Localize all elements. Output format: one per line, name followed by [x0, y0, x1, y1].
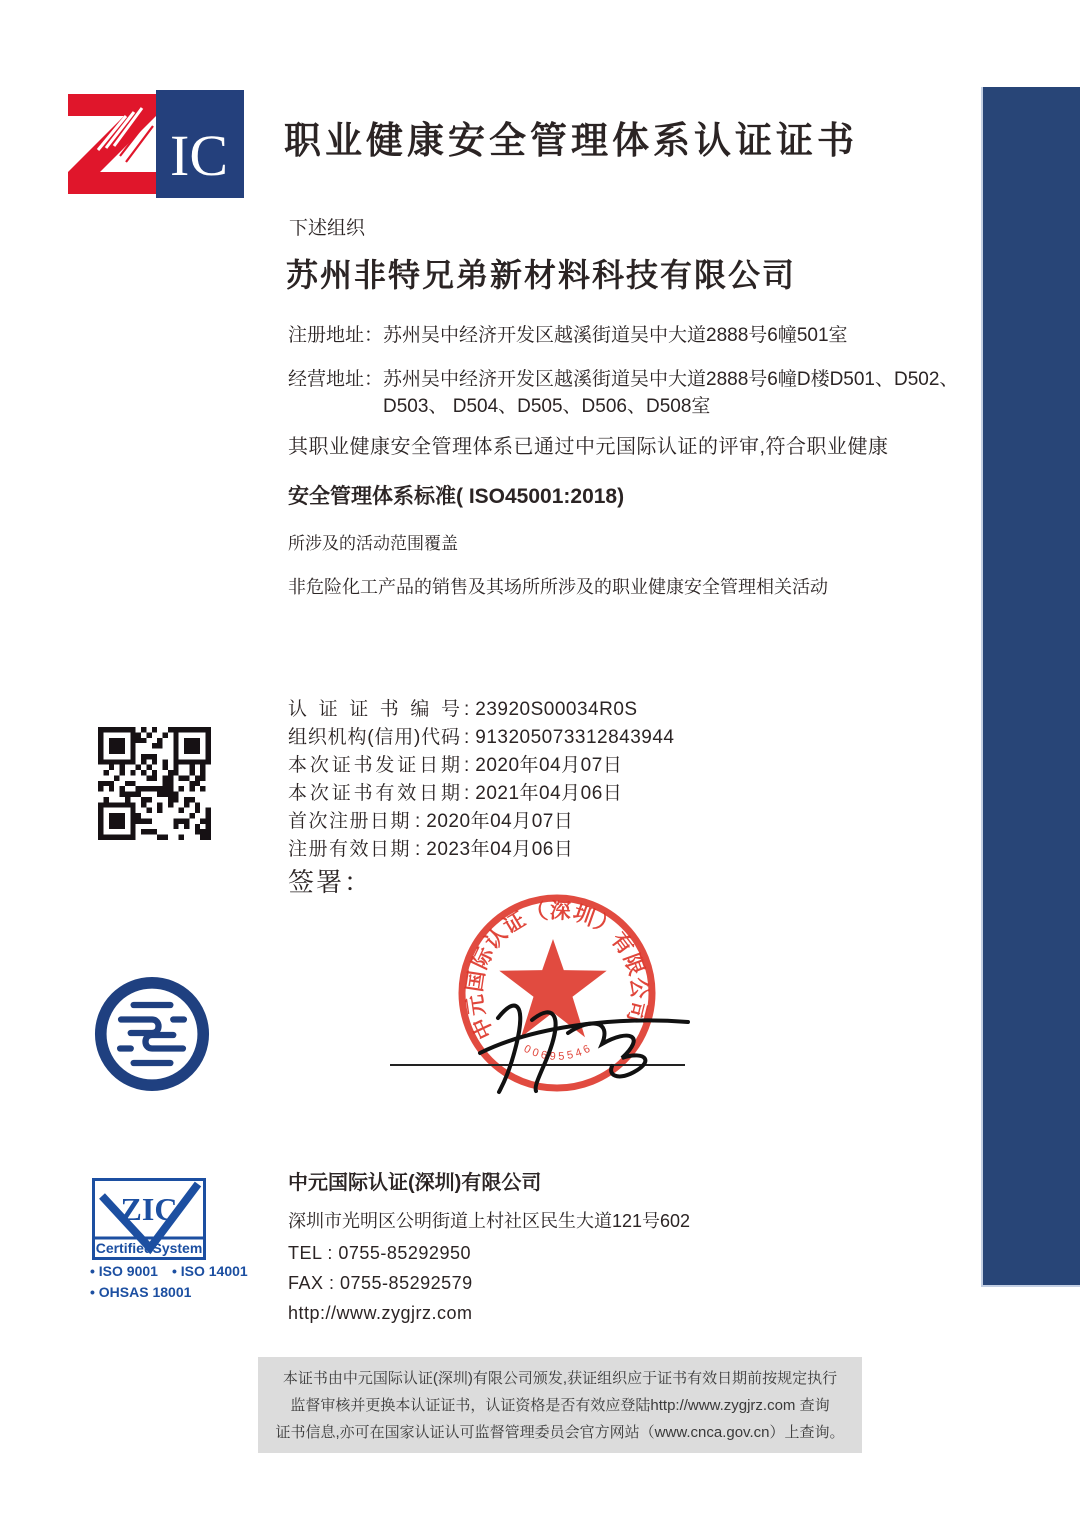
org-code-label: 组织机构(信用)代码 — [288, 727, 460, 748]
business-address-label: 经营地址： — [288, 369, 384, 390]
valid-date-value: 2021年04月06日 — [475, 783, 623, 804]
business-address-line1: 苏州吴中经济开发区越溪街道吴中大道2888号6幢D楼D501、D502、 — [383, 369, 959, 390]
issue-date-row — [288, 752, 675, 780]
business-address-value — [383, 366, 958, 420]
zic-logo-ic-text: IC — [170, 123, 228, 188]
decorative-side-bar — [981, 87, 1080, 1287]
valid-date-label: 本次证书有效日期 — [288, 783, 460, 804]
scope-value: 非危险化工产品的销售及其场所所涉及的职业健康安全管理相关活动 — [288, 577, 828, 597]
reg-valid-row — [288, 836, 675, 864]
footer-line1: 本证书由中元国际认证(深圳)有限公司颁发,获证组织应于证书有效日期前按规定执行 — [282, 1369, 838, 1387]
registered-address-label: 注册地址： — [288, 325, 384, 346]
zic-certified-badge — [92, 1178, 206, 1260]
org-code-value: 913205073312843944 — [475, 727, 675, 748]
colon: : — [464, 783, 470, 804]
cert-number-label: 认证证书编号 — [288, 699, 460, 720]
qr-code — [98, 727, 211, 840]
colon: : — [415, 839, 421, 860]
footer-note — [258, 1357, 862, 1453]
cert-number-row — [288, 696, 675, 724]
first-reg-value: 2020年04月07日 — [426, 811, 574, 832]
issuer-block — [288, 1166, 690, 1333]
badge-ohsas-18001: • OHSAS 18001 — [90, 1284, 192, 1300]
issue-date-label: 本次证书发证日期 — [288, 755, 460, 776]
scope-label: 所涉及的活动范围覆盖 — [288, 534, 458, 553]
accreditation-emblem-icon — [94, 976, 210, 1092]
certificate-fields — [288, 696, 675, 864]
first-reg-label: 首次注册日期 — [288, 811, 412, 832]
business-address — [288, 366, 958, 420]
colon: : — [464, 727, 470, 748]
registered-address — [288, 322, 848, 349]
cert-number-value: 23920S00034R0S — [475, 699, 638, 720]
zic-logo — [68, 90, 244, 198]
org-intro-label: 下述组织 — [289, 218, 366, 239]
page-title: 职业健康安全管理体系认证证书 — [284, 120, 858, 161]
reg-valid-value: 2023年04月06日 — [426, 839, 574, 860]
reg-valid-label: 注册有效日期 — [288, 839, 412, 860]
badge-iso-14001: • ISO 14001 — [171, 1263, 248, 1279]
registered-address-value: 苏州吴中经济开发区越溪街道吴中大道2888号6幢501室 — [383, 325, 848, 346]
company-name: 苏州非特兄弟新材料科技有限公司 — [286, 257, 797, 293]
badge-certified-text: CertifiedSystem — [95, 1240, 203, 1256]
issuer-name: 中元国际认证(深圳)有限公司 — [288, 1172, 542, 1194]
badge-iso-list — [90, 1261, 248, 1303]
seal-company-text: 中元国际认证（深圳）有限公司 — [463, 899, 651, 1043]
signature-label: 签署： — [288, 867, 373, 897]
colon: : — [464, 755, 470, 776]
svg-text:0 0 6 9 5 5 4 6 — [522, 1043, 592, 1063]
valid-date-row — [288, 780, 675, 808]
colon: : — [415, 811, 421, 832]
issue-date-value: 2020年04月07日 — [475, 755, 623, 776]
business-address-line2: D503、 D504、D505、D506、D508室 — [383, 396, 711, 417]
org-code-row — [288, 724, 675, 752]
seal-number-text: 0 0 6 9 5 5 4 6 — [521, 1042, 593, 1063]
issuer-tel: TEL : 0755-85292950 — [288, 1243, 471, 1263]
colon: : — [464, 699, 470, 720]
issuer-website: http://www.zygjrz.com — [288, 1303, 473, 1323]
footer-line2: 监督审核并更换本认证证书，认证资格是否有效应登陆http://www.zygjrz.com 查询 — [290, 1396, 830, 1414]
footer-line3: 证书信息,亦可在国家认证认可监督管理委员会官方网站（www.cnca.gov.cn）上查询。 — [275, 1423, 845, 1441]
badge-zic-text: ZIC — [120, 1191, 178, 1227]
company-seal — [380, 878, 700, 1103]
badge-iso-9001: • ISO 9001 — [90, 1263, 158, 1279]
issuer-address: 深圳市光明区公明街道上村社区民生大道121号602 — [288, 1211, 691, 1231]
statement-standard: 安全管理体系标准( ISO45001:2018) — [288, 485, 625, 508]
statement-line1: 其职业健康安全管理体系已通过中元国际认证的评审,符合职业健康 — [288, 436, 889, 458]
issuer-fax: FAX : 0755-85292579 — [288, 1273, 473, 1293]
first-reg-row — [288, 808, 675, 836]
